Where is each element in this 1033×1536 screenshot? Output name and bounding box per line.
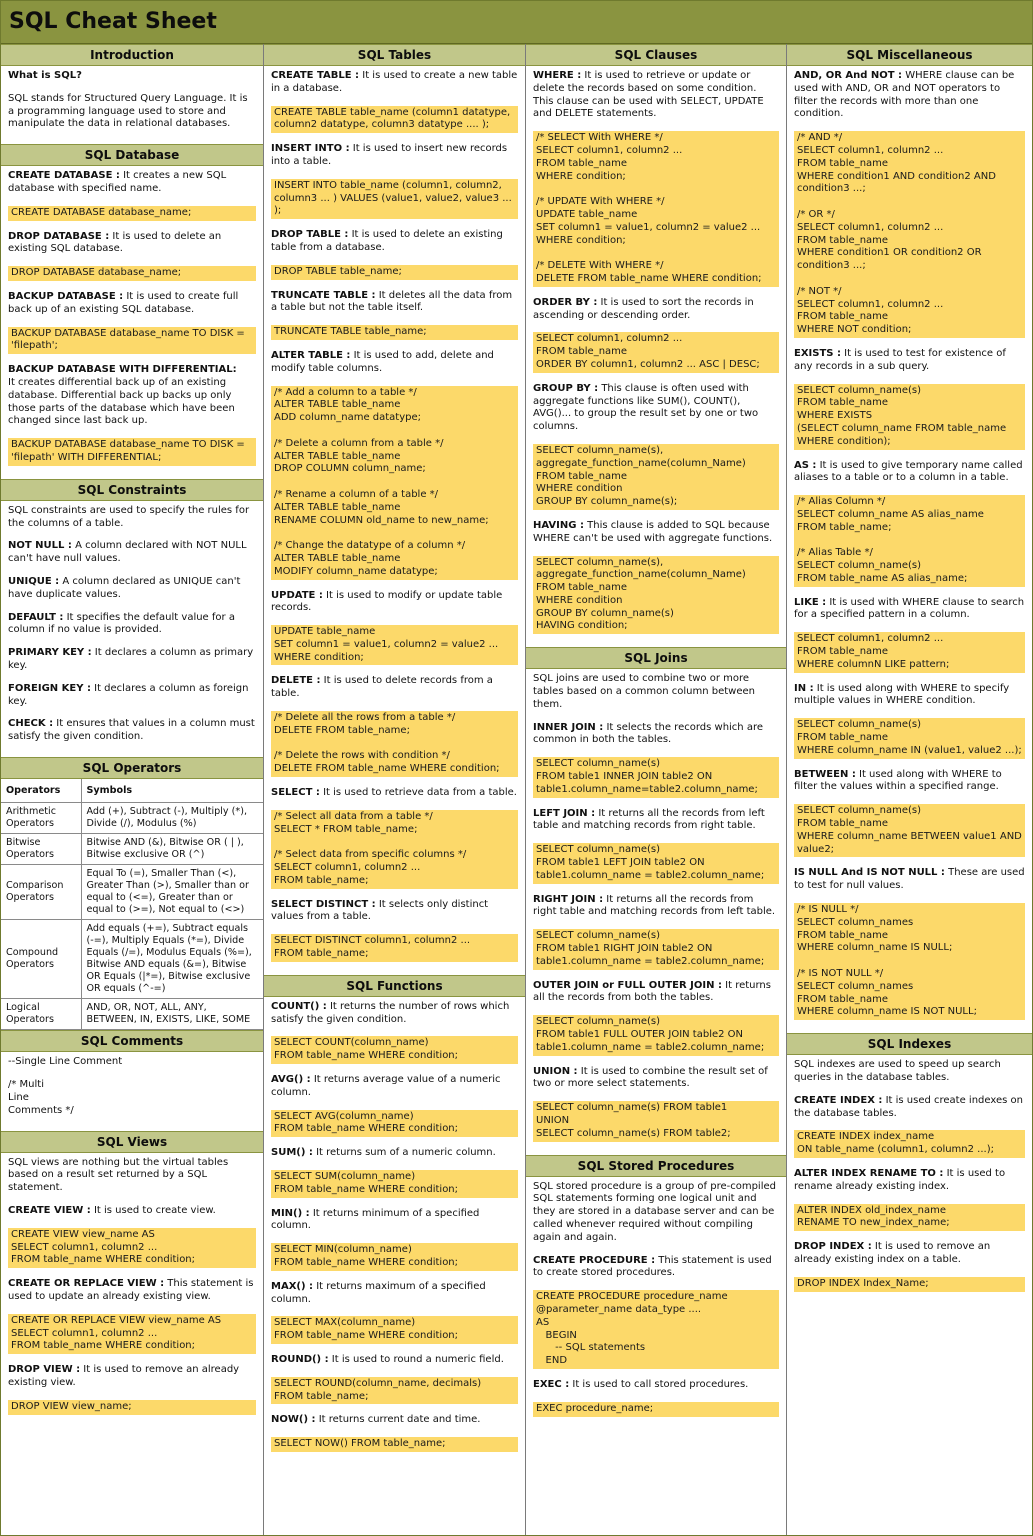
operator-symbols-cell: Add equals (+=), Subtract equals (-=), Multiply Equals (*=), Divide Equals (/=), Modulus Equals (%=), Bitwise AND equals (&=), Bitwise OR Equals (|*=), Bitwise exclusive OR equals (^-=)	[81, 920, 263, 999]
term-description: NOT NULL : A column declared with NOT NULL can't have null values.	[8, 540, 247, 565]
term-description: HAVING : This clause is added to SQL because WHERE can't be used with aggregate functions.	[533, 519, 773, 544]
term-description: RIGHT JOIN : It returns all the records from right table and matching records from left table.	[533, 893, 776, 918]
term-description: CREATE VIEW : It is used to create view.	[8, 1204, 216, 1216]
term-label: What is SQL?	[8, 70, 82, 81]
paragraph: SQL indexes are used to speed up search queries in the database tables.	[794, 1059, 1001, 1083]
term-label: NOT NULL :	[8, 540, 72, 552]
term-label: BACKUP DATABASE WITH DIFFERENTIAL:	[8, 364, 237, 376]
term-label: IS NULL And IS NOT NULL :	[794, 867, 945, 879]
term-label: DEFAULT :	[8, 611, 64, 623]
section-sql-functions	[264, 975, 525, 1465]
term-label: PRIMARY KEY :	[8, 647, 92, 659]
code-snippet: SELECT NOW() FROM table_name;	[271, 1437, 518, 1452]
column-3	[526, 44, 787, 1535]
term-description: MIN() : It returns minimum of a specified column.	[271, 1207, 480, 1232]
term-description: SELECT DISTINCT : It selects only distinct values from a table.	[271, 898, 489, 923]
term-description: BACKUP DATABASE : It is used to create full back up of an existing SQL database.	[8, 290, 239, 315]
code-snippet: SELECT column_name(s) FROM table1 INNER JOIN table2 ON table1.column_name=table2.column_name;	[533, 757, 779, 797]
term-description: AS : It is used to give temporary name called aliases to a table or to a column in a table.	[794, 459, 1023, 484]
term-label: SUM() :	[271, 1147, 313, 1159]
section-heading: SQL Database	[1, 144, 263, 166]
code-snippet: SELECT column_name(s) FROM table1 FULL OUTER JOIN table2 ON table1.column_name = table2.column_name;	[533, 1015, 779, 1055]
operator-type-cell: Comparison Operators	[1, 865, 81, 920]
term-label: EXEC :	[533, 1378, 570, 1390]
table-row	[1, 803, 263, 834]
operator-symbols-cell: Bitwise AND (&), Bitwise OR ( | ), Bitwise exclusive OR (^)	[81, 834, 263, 865]
paragraph: SQL stands for Structured Query Language. It is a programming language used to store and manipulate the data in relational databases.	[8, 92, 248, 130]
content-columns	[1, 44, 1032, 1535]
column-4	[787, 44, 1032, 1535]
term-description: DEFAULT : It specifies the default value for a column if no value is provided.	[8, 611, 235, 636]
code-snippet: TRUNCATE TABLE table_name;	[271, 325, 518, 340]
term-description: EXEC : It is used to call stored procedures.	[533, 1378, 749, 1390]
column-1	[1, 44, 264, 1535]
term-description: EXISTS : It is used to test for existence of any records in a sub query.	[794, 347, 1006, 372]
term-label: WHERE :	[533, 70, 582, 81]
code-snippet: DROP TABLE table_name;	[271, 265, 518, 280]
term-label: UNIQUE :	[8, 575, 60, 587]
code-snippet: ALTER INDEX old_index_name RENAME TO new_index_name;	[794, 1204, 1025, 1232]
table-header-row	[1, 779, 263, 803]
term-label: ROUND() :	[271, 1353, 329, 1365]
paragraph: /* Multi Line Comments */	[8, 1079, 74, 1116]
term-label: ORDER BY :	[533, 296, 598, 308]
operators-table	[1, 779, 263, 1031]
section-heading: SQL Miscellaneous	[787, 44, 1032, 66]
section-sql-database	[1, 144, 263, 479]
term-label: UNION :	[533, 1065, 578, 1077]
term-description: LEFT JOIN : It returns all the records from left table and matching records from right table.	[533, 807, 765, 832]
code-snippet: SELECT AVG(column_name) FROM table_name WHERE condition;	[271, 1110, 518, 1138]
code-snippet: SELECT column_name(s) FROM table_name WHERE EXISTS (SELECT column_name FROM table_name WHERE condition);	[794, 384, 1025, 450]
section-heading: SQL Constraints	[1, 479, 263, 501]
code-snippet: SELECT column1, column2 ... FROM table_name ORDER BY column1, column2 ... ASC | DESC;	[533, 332, 779, 372]
code-snippet: EXEC procedure_name;	[533, 1402, 779, 1417]
code-snippet: CREATE PROCEDURE procedure_name @parameter_name data_type .... AS BEGIN -- SQL statements END	[533, 1290, 779, 1369]
paragraph: SQL constraints are used to specify the rules for the columns of a table.	[8, 504, 250, 529]
code-snippet: DROP INDEX Index_Name;	[794, 1277, 1025, 1292]
term-label: SELECT :	[271, 787, 320, 799]
section-heading: SQL Operators	[1, 757, 263, 779]
section-sql-views	[1, 1131, 263, 1428]
term-description: ORDER BY : It is used to sort the records in ascending or descending order.	[533, 296, 754, 321]
code-snippet: SELECT MIN(column_name) FROM table_name WHERE condition;	[271, 1243, 518, 1271]
term-label: UPDATE :	[271, 589, 323, 601]
code-snippet: CREATE DATABASE database_name;	[8, 206, 256, 221]
code-snippet: SELECT COUNT(column_name) FROM table_name WHERE condition;	[271, 1036, 518, 1064]
code-snippet: SELECT column_name(s) FROM table_name WHERE column_name BETWEEN value1 AND value2;	[794, 804, 1025, 857]
title-banner	[1, 1, 1032, 44]
code-snippet: SELECT column_name(s) FROM table_name WHERE column_name IN (value1, value2 ...);	[794, 718, 1025, 758]
term-label: INNER JOIN :	[533, 721, 604, 733]
code-snippet: UPDATE table_name SET column1 = value1, column2 = value2 ... WHERE condition;	[271, 625, 518, 665]
section-body	[1, 166, 263, 479]
section-body	[787, 1055, 1032, 1304]
code-snippet: CREATE INDEX index_name ON table_name (column1, column2 ...);	[794, 1130, 1025, 1158]
code-snippet: SELECT column_name(s) FROM table1 UNION SELECT column_name(s) FROM table2;	[533, 1101, 779, 1141]
code-snippet: SELECT column_name(s), aggregate_function_name(column_Name) FROM table_name WHERE condition GROUP BY column_name(s) HAVING condition;	[533, 556, 779, 635]
term-label: RIGHT JOIN :	[533, 893, 604, 905]
section-body	[1, 66, 263, 144]
term-description: MAX() : It returns maximum of a specified column.	[271, 1280, 486, 1305]
column-header: Symbols	[81, 779, 263, 803]
code-snippet: SELECT column1, column2 ... FROM table_name WHERE columnN LIKE pattern;	[794, 632, 1025, 672]
term-label: SELECT DISTINCT :	[271, 898, 376, 910]
term-description: CREATE TABLE : It is used to create a new table in a database.	[271, 70, 518, 94]
section-heading: SQL Indexes	[787, 1033, 1032, 1055]
section-heading: SQL Functions	[264, 975, 525, 997]
term-label: DROP VIEW :	[8, 1364, 81, 1376]
section-sql-stored-procedures	[526, 1155, 786, 1430]
section-heading: SQL Views	[1, 1131, 263, 1153]
code-snippet: /* Select all data from a table */ SELECT * FROM table_name; /* Select data from specific columns */ SELECT column1, column2 ... FROM table_name;	[271, 810, 518, 889]
term-description: IN : It is used along with WHERE to specify multiple values in WHERE condition.	[794, 682, 1010, 707]
term-description: CREATE OR REPLACE VIEW : This statement is used to update an already existing view.	[8, 1278, 254, 1302]
code-snippet: /* SELECT With WHERE */ SELECT column1, column2 ... FROM table_name WHERE condition; /* UPDATE With WHERE */ UPDATE table_name SET column1 = value1, column2 = value2 ... WHERE condition; /* DELETE With WHERE */ DELETE FROM table_name WHERE condition;	[533, 131, 779, 287]
term-label: DROP DATABASE :	[8, 230, 110, 242]
term-label: GROUP BY :	[533, 382, 599, 394]
section-sql-miscellaneous	[787, 44, 1032, 1033]
code-snippet: /* Alias Column */ SELECT column_name AS alias_name FROM table_name; /* Alias Table */ SELECT column_name(s) FROM table_name AS alias_name;	[794, 495, 1025, 587]
term-description: CREATE DATABASE : It creates a new SQL database with specified name.	[8, 170, 227, 194]
section-sql-joins	[526, 647, 786, 1154]
section-body	[1, 1052, 263, 1130]
section-heading: SQL Comments	[1, 1030, 263, 1052]
section-introduction	[1, 44, 263, 144]
term-description: PRIMARY KEY : It declares a column as primary key.	[8, 647, 254, 671]
page-title: SQL Cheat Sheet	[9, 9, 217, 34]
code-snippet: SELECT MAX(column_name) FROM table_name WHERE condition;	[271, 1316, 518, 1344]
code-snippet: BACKUP DATABASE database_name TO DISK = 'filepath';	[8, 327, 256, 355]
term-description: ALTER INDEX RENAME TO : It is used to rename already existing index.	[794, 1167, 1006, 1192]
term-description: OUTER JOIN or FULL OUTER JOIN : It returns all the records from both the tables.	[533, 979, 771, 1004]
term-description: NOW() : It returns current date and time.	[271, 1414, 481, 1426]
code-snippet: BACKUP DATABASE database_name TO DISK = 'filepath' WITH DIFFERENTIAL;	[8, 438, 256, 466]
term-description: UPDATE : It is used to modify or update table records.	[271, 589, 503, 614]
operator-symbols-cell: Equal To (=), Smaller Than (<), Greater Than (>), Smaller than or equal to (<=), Greater than or equal to (>=), Not equal to (<>)	[81, 865, 263, 920]
section-body	[526, 669, 786, 1154]
code-snippet: DROP DATABASE database_name;	[8, 266, 256, 281]
term-label: NOW() :	[271, 1414, 316, 1426]
term-description: INNER JOIN : It selects the records which are common in both the tables.	[533, 721, 763, 746]
term-description: UNIQUE : A column declared as UNIQUE can't have duplicate values.	[8, 575, 241, 600]
term-label: BACKUP DATABASE :	[8, 290, 124, 302]
term-label: FOREIGN KEY :	[8, 682, 91, 694]
term-label: INSERT INTO :	[271, 143, 350, 155]
term-description: SELECT : It is used to retrieve data from a table.	[271, 787, 517, 799]
term-label: CREATE DATABASE :	[8, 170, 120, 182]
section-body	[526, 1177, 786, 1430]
term-label: COUNT() :	[271, 1000, 327, 1012]
operator-type-cell: Arithmetic Operators	[1, 803, 81, 834]
section-sql-comments	[1, 1030, 263, 1130]
section-body	[264, 66, 525, 975]
term-description: CREATE PROCEDURE : This statement is used to create stored procedures.	[533, 1254, 772, 1279]
section-body	[1, 501, 263, 757]
term-label: ALTER TABLE :	[271, 349, 351, 361]
term-label: CREATE PROCEDURE :	[533, 1254, 656, 1266]
term-label: CREATE TABLE :	[271, 70, 360, 81]
term-description: COUNT() : It returns the number of rows which satisfy the given condition.	[271, 1000, 510, 1025]
term-description: BETWEEN : It used along with WHERE to filter the values within a specified range.	[794, 768, 1002, 793]
section-sql-indexes	[787, 1033, 1032, 1304]
code-snippet: SELECT SUM(column_name) FROM table_name WHERE condition;	[271, 1170, 518, 1198]
term-label: DROP INDEX :	[794, 1241, 872, 1253]
term-label: MIN() :	[271, 1207, 310, 1219]
section-heading: SQL Tables	[264, 44, 525, 66]
term-label: CHECK :	[8, 718, 54, 730]
section-heading: SQL Joins	[526, 647, 786, 669]
term-label: AS :	[794, 459, 817, 471]
term-description: LIKE : It is used with WHERE clause to search for a specified pattern in a column.	[794, 596, 1025, 621]
term-description: DROP DATABASE : It is used to delete an existing SQL database.	[8, 230, 222, 255]
term-label: ALTER INDEX RENAME TO :	[794, 1167, 944, 1179]
term-description: WHERE : It is used to retrieve or update or delete the records based on some condition. This clause can be used with SELECT, UPDATE and DELETE statements.	[533, 70, 764, 120]
term-label: IN :	[794, 682, 814, 694]
term-label: DELETE :	[271, 675, 321, 687]
term-description	[8, 70, 256, 83]
term-label: BETWEEN :	[794, 768, 856, 780]
table-row	[1, 865, 263, 920]
term-label: LIKE :	[794, 596, 827, 608]
column-2	[264, 44, 526, 1535]
term-label: DROP TABLE :	[271, 229, 349, 241]
code-snippet: DROP VIEW view_name;	[8, 1400, 256, 1415]
section-sql-operators	[1, 757, 263, 1031]
paragraph: SQL views are nothing but the virtual tables based on a result set returned by a SQL statement.	[8, 1156, 229, 1194]
operator-symbols-cell: AND, OR, NOT, ALL, ANY, BETWEEN, IN, EXISTS, LIKE, SOME	[81, 999, 263, 1030]
term-label: MAX() :	[271, 1280, 314, 1292]
operator-type-cell: Compound Operators	[1, 920, 81, 999]
section-body	[787, 66, 1032, 1033]
term-description: IS NULL And IS NOT NULL : These are used to test for null values.	[794, 867, 1025, 892]
code-snippet: /* AND */ SELECT column1, column2 ... FROM table_name WHERE condition1 AND condition2 AND condition3 ...; /* OR */ SELECT column1, column2 ... FROM table_name WHERE condition1 OR condition2 OR condition3 ...; /* NOT */ SELECT column1, column2 ... FROM table_name WHERE NOT condition;	[794, 131, 1025, 338]
operator-symbols-cell: Add (+), Subtract (-), Multiply (*), Divide (/), Modulus (%)	[81, 803, 263, 834]
code-snippet: /* Add a column to a table */ ALTER TABLE table_name ADD column_name datatype; /* Delete a column from a table */ ALTER TABLE table_name DROP COLUMN column_name; /* Rename a column of a table */ ALTER TABLE table_name RENAME COLUMN old_name to new_name; /* Change the datatype of a column */ ALTER TABLE table_name MODIFY column_name datatype;	[271, 386, 518, 580]
term-description: DROP VIEW : It is used to remove an already existing view.	[8, 1364, 240, 1388]
section-body	[526, 66, 786, 647]
section-heading: SQL Stored Procedures	[526, 1155, 786, 1177]
table-row	[1, 999, 263, 1030]
operator-type-cell: Bitwise Operators	[1, 834, 81, 865]
term-description: ALTER TABLE : It is used to add, delete and modify table columns.	[271, 349, 494, 374]
code-snippet: SELECT column_name(s), aggregate_function_name(column_Name) FROM table_name WHERE condition GROUP BY column_name(s);	[533, 444, 779, 510]
term-description: UNION : It is used to combine the result set of two or more select statements.	[533, 1065, 768, 1090]
term-description: DROP TABLE : It is used to delete an existing table from a database.	[271, 229, 503, 253]
code-snippet: CREATE OR REPLACE VIEW view_name AS SELECT column1, column2 ... FROM table_name WHERE condition;	[8, 1314, 256, 1354]
column-header: Operators	[1, 779, 81, 803]
term-label: TRUNCATE TABLE :	[271, 289, 376, 301]
term-label: HAVING :	[533, 519, 584, 531]
term-label: OUTER JOIN or FULL OUTER JOIN :	[533, 979, 722, 991]
section-body	[264, 997, 525, 1465]
term-label: AVG() :	[271, 1074, 311, 1086]
section-sql-clauses	[526, 44, 786, 647]
term-description: AND, OR And NOT : WHERE clause can be used with AND, OR and NOT operators to filter the records with more than one condition.	[794, 70, 1015, 120]
paragraph: --Single Line Comment	[8, 1056, 123, 1068]
term-description: SUM() : It returns sum of a numeric column.	[271, 1147, 496, 1159]
paragraph: SQL joins are used to combine two or more tables based on a common column between them.	[533, 673, 755, 710]
term-description: INSERT INTO : It is used to insert new records into a table.	[271, 143, 508, 167]
term-description: GROUP BY : This clause is often used with aggregate functions like SUM(), COUNT(), AVG()... to group the result set by one or two columns.	[533, 382, 759, 433]
code-snippet: CREATE VIEW view_name AS SELECT column1, column2 ... FROM table_name WHERE condition;	[8, 1228, 256, 1268]
operator-type-cell: Logical Operators	[1, 999, 81, 1030]
code-snippet: /* Delete all the rows from a table */ DELETE FROM table_name; /* Delete the rows with condition */ DELETE FROM table_name WHERE condition;	[271, 711, 518, 777]
code-snippet: SELECT column_name(s) FROM table1 LEFT JOIN table2 ON table1.column_name = table2.column_name;	[533, 843, 779, 883]
code-snippet: /* IS NULL */ SELECT column_names FROM table_name WHERE column_name IS NULL; /* IS NOT NULL */ SELECT column_names FROM table_name WHERE column_name IS NOT NULL;	[794, 903, 1025, 1020]
term-description: ROUND() : It is used to round a numeric field.	[271, 1353, 504, 1365]
term-description: CHECK : It ensures that values in a column must satisfy the given condition.	[8, 718, 255, 743]
code-snippet: SELECT ROUND(column_name, decimals) FROM table_name;	[271, 1377, 518, 1405]
term-description: AVG() : It returns average value of a numeric column.	[271, 1074, 501, 1098]
term-description: TRUNCATE TABLE : It deletes all the data from a table but not the table itself.	[271, 289, 513, 314]
table-row	[1, 920, 263, 999]
term-label: LEFT JOIN :	[533, 807, 596, 819]
code-snippet: SELECT DISTINCT column1, column2 ... FROM table_name;	[271, 934, 518, 962]
code-snippet: INSERT INTO table_name (column1, column2, column3 ... ) VALUES (value1, value2, value3 ... );	[271, 179, 518, 219]
term-description: DROP INDEX : It is used to remove an already existing index on a table.	[794, 1241, 991, 1265]
term-label: CREATE OR REPLACE VIEW :	[8, 1278, 165, 1290]
term-description: CREATE INDEX : It is used create indexes on the database tables.	[794, 1094, 1023, 1119]
term-description: DELETE : It is used to delete records from a table.	[271, 675, 493, 700]
term-label: AND, OR And NOT :	[794, 70, 903, 81]
term-description: FOREIGN KEY : It declares a column as foreign key.	[8, 682, 249, 707]
term-label: CREATE INDEX :	[794, 1094, 883, 1106]
section-sql-constraints	[1, 479, 263, 757]
section-body	[1, 1153, 263, 1428]
code-snippet: CREATE TABLE table_name (column1 datatype, column2 datatype, column3 datatype .... );	[271, 106, 518, 134]
term-label: CREATE VIEW :	[8, 1204, 91, 1216]
code-snippet: SELECT column_name(s) FROM table1 RIGHT JOIN table2 ON table1.column_name = table2.column_name;	[533, 929, 779, 969]
section-sql-tables	[264, 44, 525, 975]
section-heading: SQL Clauses	[526, 44, 786, 66]
paragraph: SQL stored procedure is a group of pre-compiled SQL statements forming one logical unit and they are stored in a database server and can be called whenever required without compiling again and again.	[533, 1180, 776, 1243]
term-label: EXISTS :	[794, 347, 841, 359]
term-description: BACKUP DATABASE WITH DIFFERENTIAL: It creates differential back up of an existing database. Differential back up backs up only those parts of the database which have been changed since last back up.	[8, 364, 237, 427]
table-row	[1, 834, 263, 865]
section-heading: Introduction	[1, 44, 263, 66]
